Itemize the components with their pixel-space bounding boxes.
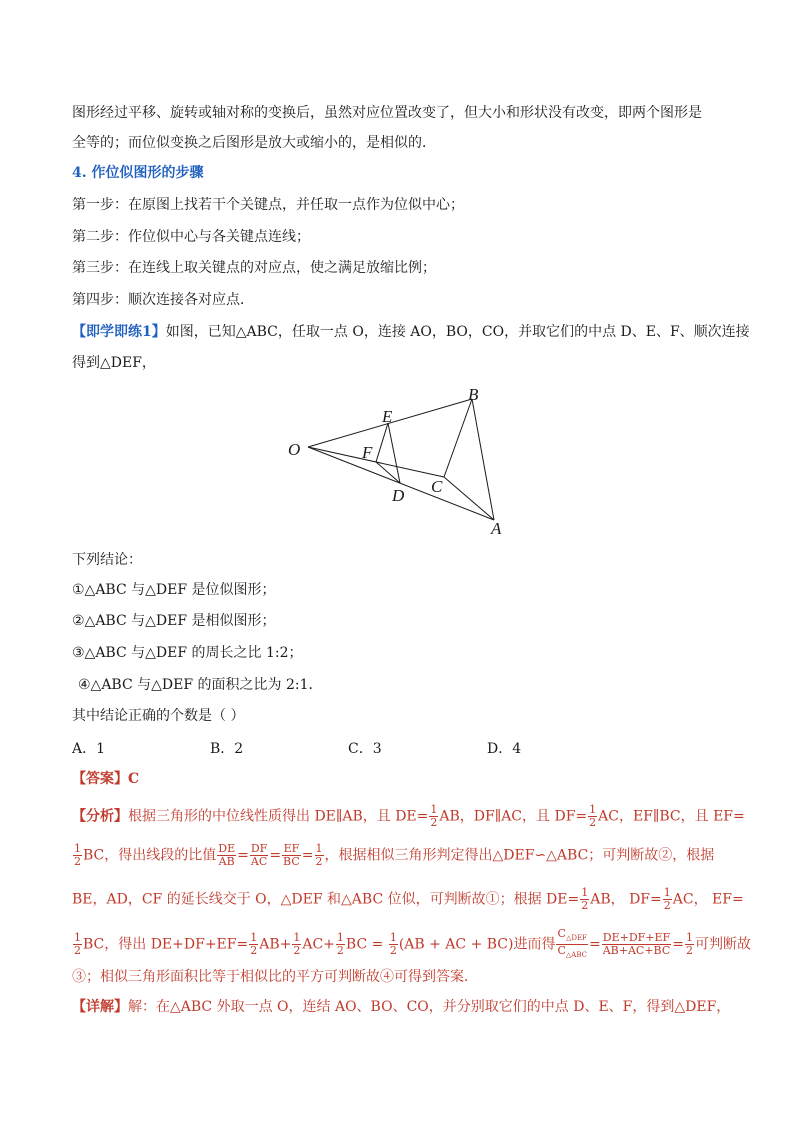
conclusion-1: ①△ABC 与△DEF 是位似图形；: [72, 582, 276, 598]
analysis-text-4c: 可判断故: [694, 936, 751, 953]
intro-line-2: 全等的；而位似变换之后图形是放大或缩小的，是相似的．: [72, 135, 436, 151]
step-2: 第二步：作位似中心与各关键点连线；: [72, 229, 310, 245]
analysis-text-3: BE，AD，CF 的延长线交于 O，△DEF 和△ABC 位似，可判断故①；根据 DE=: [72, 891, 580, 908]
option-d: D．4: [487, 741, 522, 757]
conclusions-intro: 下列结论：: [72, 552, 142, 568]
exercise-text-1: 如图，已知△ABC，任取一点 O，连接 AO，BO，CO，并取它们的中点 D、E、F、顺次连接: [165, 324, 750, 340]
answer-tag: 【答案】: [72, 771, 128, 787]
detail-line: [72, 997, 730, 1017]
label-O: O: [288, 440, 301, 459]
detail-text: 解：在△ABC 外取一点 O，连结 AO、BO、CO，并分别取它们的中点 D、E、F，得到△DEF，: [128, 999, 731, 1015]
analysis-text-2a: BC，得出线段的比值: [83, 847, 217, 864]
exercise-line-1: [72, 322, 750, 342]
analysis-line-5: ③；相似三角形面积比等于相似比的平方可判断故④可得到答案．: [72, 969, 478, 985]
analysis-text-4a: BC，得出 DE+DF+EF=: [83, 936, 249, 953]
label-E: E: [382, 407, 393, 426]
exercise-tag: 【即学即练1】: [72, 324, 166, 340]
conclusion-4: ④△ABC 与△DEF 的面积之比为 2:1．: [78, 677, 323, 693]
analysis-text-1a: 根据三角形的中位线性质得出 DE∥AB，且 DE=: [128, 808, 429, 825]
analysis-line-1: 【分析】根据三角形的中位线性质得出 DE∥AB，且 DE= $\frac{1}{2}$ AB，DF∥AC，且 DF= $\frac{1}{2}$ AC，EF∥BC，且 EF=: [72, 803, 745, 829]
question: 其中结论正确的个数是（ ）: [72, 708, 245, 724]
analysis-line-3: BE，AD，CF 的延长线交于 O，△DEF 和△ABC 位似，可判断故①；根据 DE= $\frac{1}{2}$ AB， DF= $\frac{1}{2}$ AC， EF=: [72, 886, 744, 912]
conclusion-3: ③△ABC 与△DEF 的周长之比 1:2；: [72, 645, 303, 661]
analysis-text-3c: AC， EF=: [672, 891, 744, 908]
answer-line: [72, 769, 139, 789]
option-b: B．2: [210, 741, 244, 757]
conclusion-2: ②△ABC 与△DEF 是相似图形；: [72, 613, 276, 629]
analysis-line-4: $\frac{1}{2}$ BC，得出 DE+DF+EF= $\frac{1}{2}$ AB+ $\frac{1}{2}$ AC+ $\frac{1}{2}$ BC = $\frac{1}{2}$ (AB + AC + BC)进而得 $\frac{C_{\triangle DEF}}{C_{\triangle ABC}}$ = $\frac{DE+DF+EF}{AB+AC+BC}$ = $\frac{1}{2}$ 可判断故: [74, 927, 751, 960]
geometry-figure: [280, 380, 520, 540]
label-C: C: [431, 477, 443, 496]
detail-tag: 【详解】: [72, 999, 128, 1015]
intro-line-1: 图形经过平移、旋转或轴对称的变换后，虽然对应位置改变了，但大小和形状没有改变，即两个图形是: [72, 105, 702, 121]
analysis-tag: 【分析】: [72, 808, 128, 825]
label-F: F: [362, 443, 373, 462]
exercise-text-2: 得到△DEF，: [72, 355, 156, 371]
label-A: A: [491, 519, 502, 538]
label-B: B: [468, 385, 479, 404]
analysis-text-4b: 进而得: [513, 936, 556, 953]
step-1: 第一步：在原图上找若干个关键点，并任取一点作为位似中心；: [72, 197, 464, 213]
option-a: A．1: [72, 741, 106, 757]
step-4: 第四步：顺次连接各对应点．: [72, 292, 254, 308]
analysis-text-1c: AC，EF∥BC，且 EF=: [598, 808, 745, 825]
option-c: C．3: [348, 741, 382, 757]
label-D: D: [392, 486, 405, 505]
analysis-line-2: $\frac{1}{2}$ BC，得出线段的比值 $\frac{DE}{AB}$ = $\frac{DF}{AC}$ = $\frac{EF}{BC}$ = $\frac{1}{2}$ ，根据相似三角形判定得出△DEF∽△ABC；可判断故②，根据: [74, 842, 715, 868]
step-3: 第三步：在连线上取关键点的对应点，使之满足放缩比例；: [72, 260, 436, 276]
analysis-text-2b: ，根据相似三角形判定得出△DEF∽△ABC；可判断故②，根据: [324, 847, 715, 864]
analysis-text-3b: AB， DF=: [590, 891, 662, 908]
answer-value: C: [128, 771, 140, 787]
analysis-text-1b: AB，DF∥AC，且 DF=: [439, 808, 588, 825]
section-heading: 4. 作位似图形的步骤: [72, 165, 204, 181]
